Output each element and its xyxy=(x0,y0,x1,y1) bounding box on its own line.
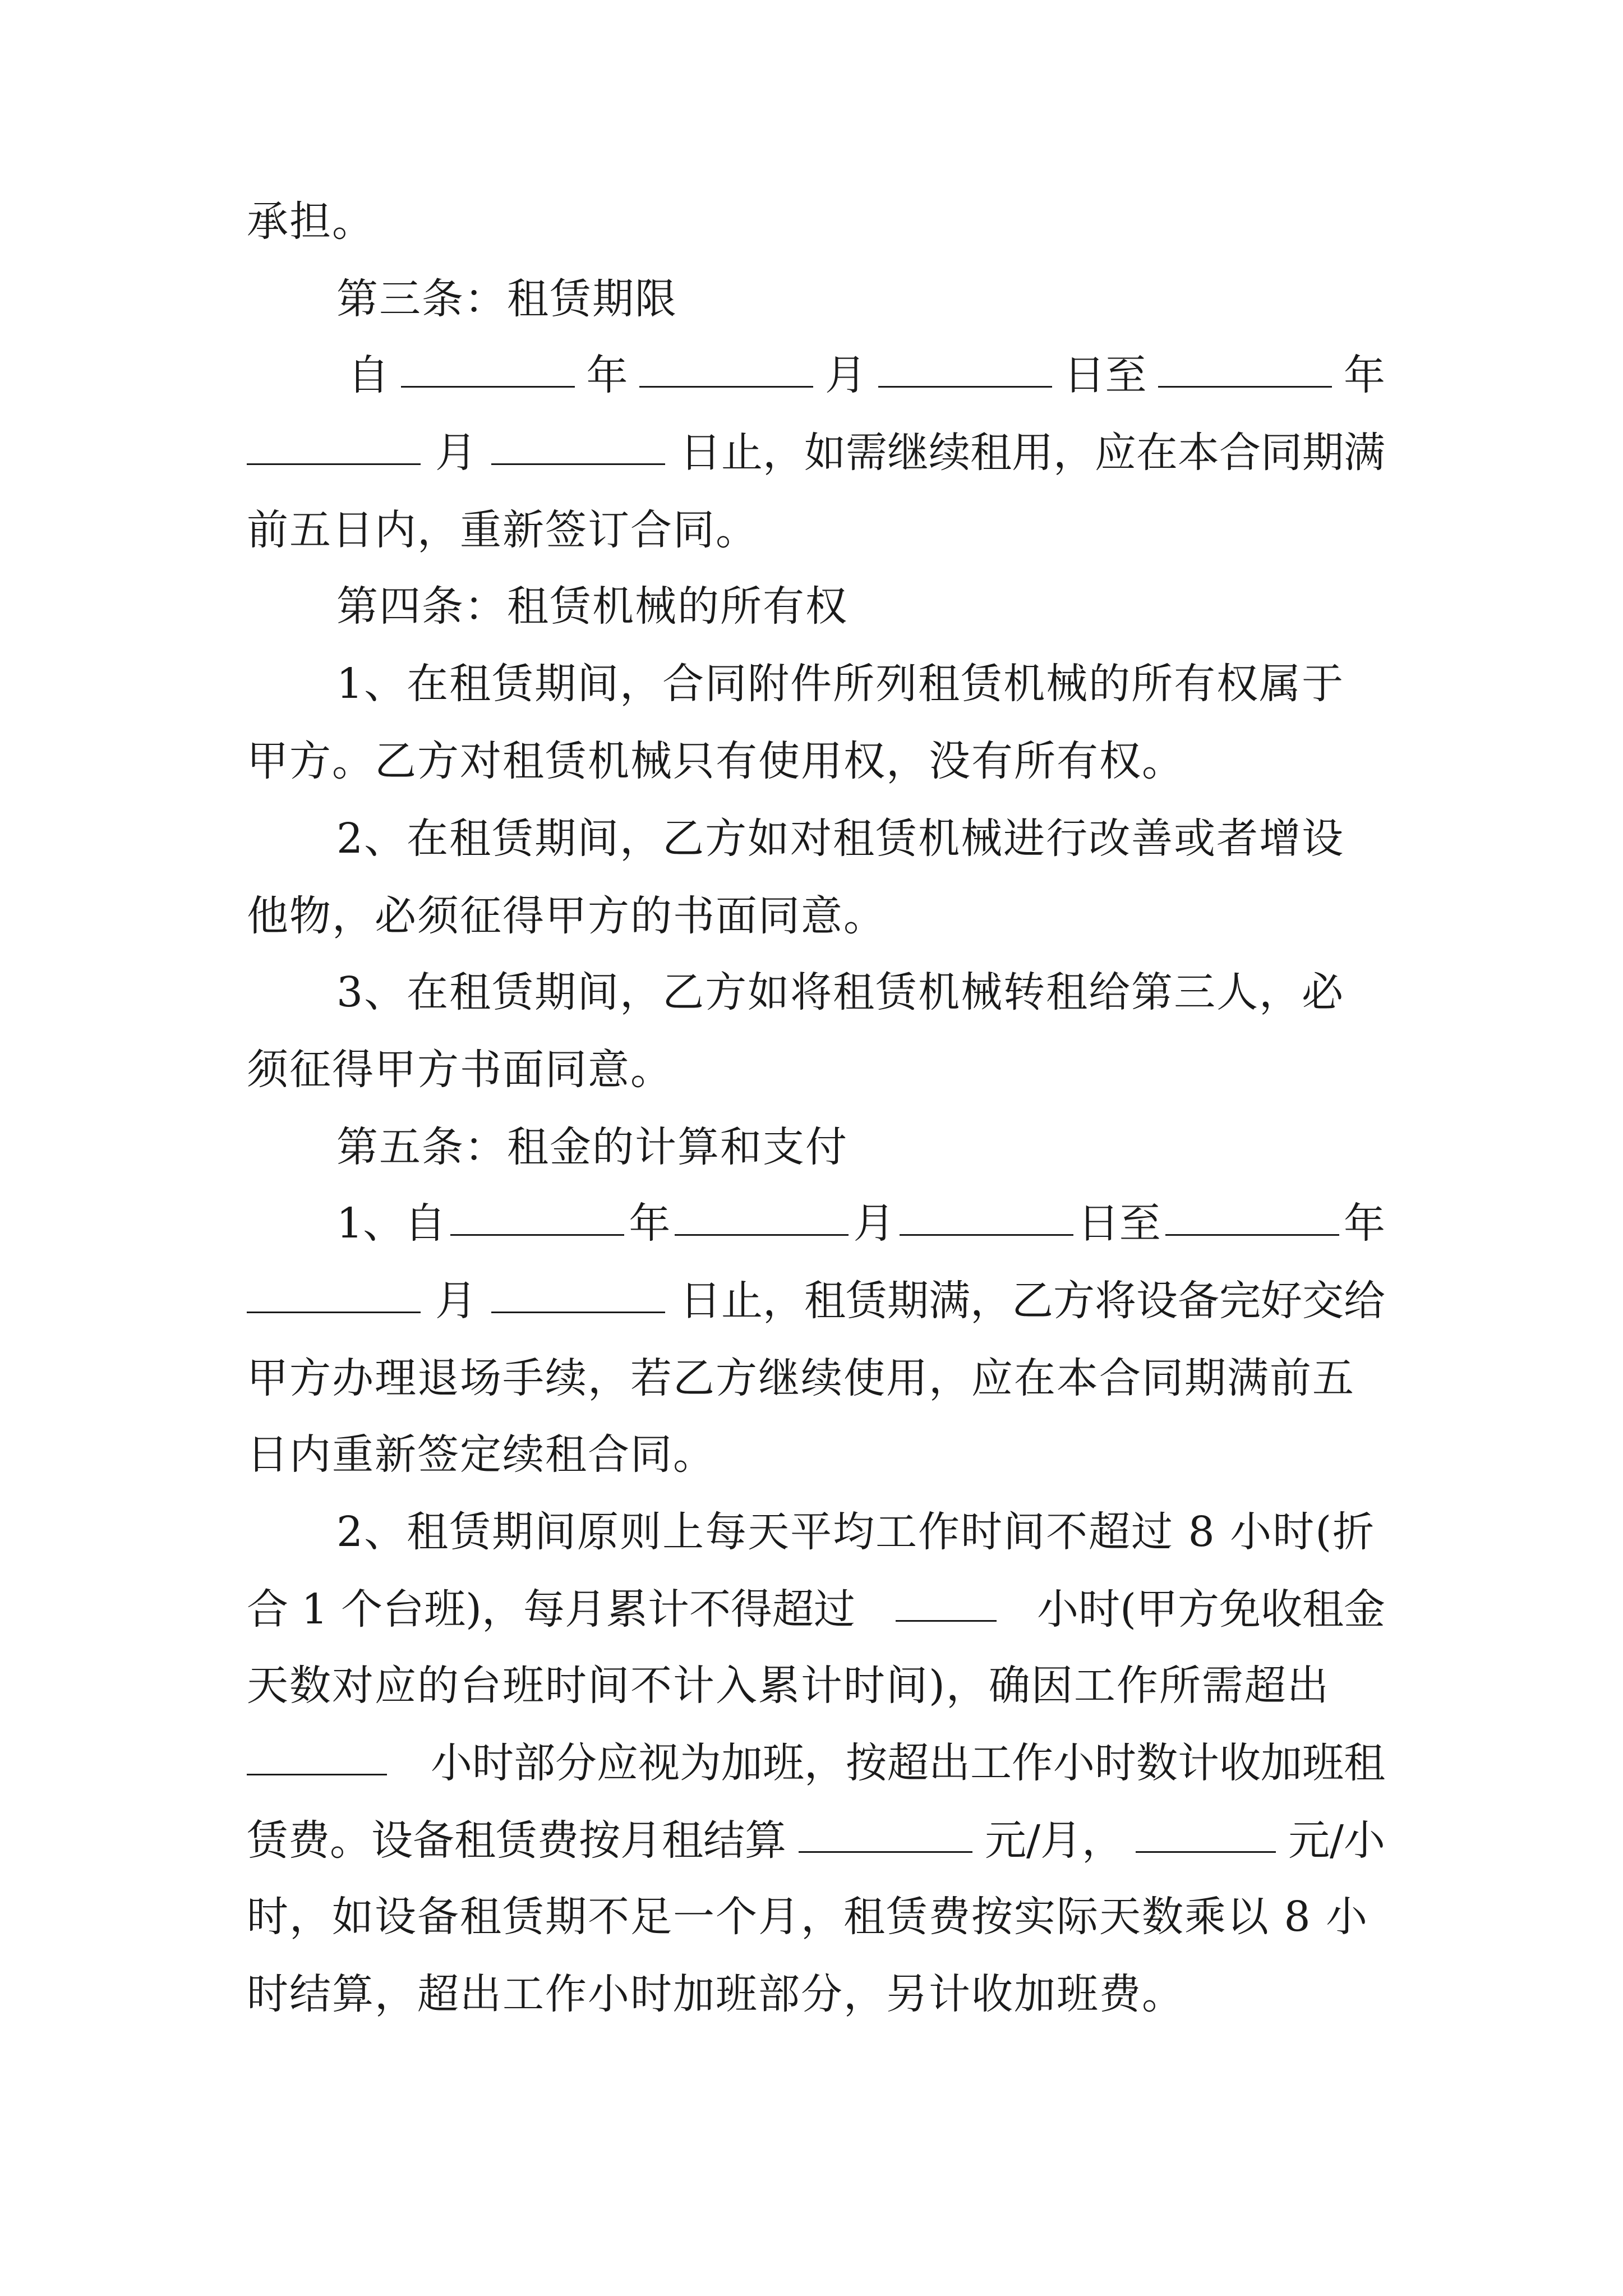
text-line xyxy=(247,505,758,555)
line-segment: 月 xyxy=(435,1277,477,1325)
clause-line xyxy=(247,891,886,941)
clause-line xyxy=(336,659,1344,709)
article-heading-text: 第三条：租赁期限 xyxy=(336,275,677,323)
blank-field xyxy=(491,427,665,465)
rent-period-date-line xyxy=(247,1276,1385,1326)
line-segment: 年 xyxy=(586,351,628,399)
blank-field xyxy=(1158,350,1332,388)
blank-field xyxy=(1165,1198,1339,1236)
blank-field xyxy=(878,350,1052,388)
line-segment: 年 xyxy=(1344,351,1385,399)
line-segment: 小时(甲方免收租金 xyxy=(1037,1585,1385,1634)
line-segment: 月 xyxy=(825,351,866,399)
line-text: 甲方。乙方对租赁机械只有使用权，没有所有权。 xyxy=(247,737,1184,785)
line-segment: 赁费。设备租赁费按月租结算 xyxy=(247,1816,786,1865)
line-segment: 日止，租赁期满，乙方将设备完好交给 xyxy=(680,1277,1385,1325)
blank-field xyxy=(900,1198,1073,1236)
clause-line xyxy=(336,1507,1375,1557)
lease-term-date-line xyxy=(247,427,1385,478)
line-text: 日内重新签定续租合同。 xyxy=(247,1430,716,1479)
blank-field xyxy=(247,1276,421,1313)
line-text: 天数对应的台班时间不计入累计时间)，确因工作所需超出 xyxy=(247,1662,1330,1710)
blank-field xyxy=(450,1198,624,1236)
line-segment: 1、自 xyxy=(336,1199,446,1248)
line-text: 2、租赁期间原则上每天平均工作时间不超过 8 小时(折 xyxy=(336,1508,1376,1556)
line-text: 时结算，超出工作小时加班部分，另计收加班费。 xyxy=(247,1970,1184,2018)
clause-line xyxy=(336,813,1344,864)
blank-field xyxy=(675,1198,849,1236)
clause-line xyxy=(336,967,1344,1018)
blank-field xyxy=(401,350,575,388)
line-segment: 日至 xyxy=(1063,351,1147,399)
line-segment: 元/月， xyxy=(985,1816,1123,1865)
clause-line xyxy=(247,1045,673,1095)
line-text: 前五日内，重新签订合同。 xyxy=(247,506,758,554)
line-segment: 月 xyxy=(853,1199,895,1248)
line-segment: 合 1 个台班)，每月累计不得超过 xyxy=(247,1585,855,1634)
line-segment: 日止，如需继续租用，应在本合同期满 xyxy=(680,429,1385,477)
article-4-heading xyxy=(336,581,848,632)
article-heading-text: 第五条：租金的计算和支付 xyxy=(336,1123,848,1171)
blank-field xyxy=(896,1584,997,1622)
line-segment: 元/小 xyxy=(1288,1816,1385,1865)
clause-line xyxy=(247,1815,1385,1866)
text-line xyxy=(247,196,375,247)
line-text: 2、在租赁期间，乙方如对租赁机械进行改善或者增设 xyxy=(336,815,1345,863)
line-text: 3、在租赁期间，乙方如将租赁机械转租给第三人，必 xyxy=(336,968,1345,1016)
lease-term-date-line xyxy=(348,350,1385,401)
article-5-heading xyxy=(336,1122,848,1172)
line-text: 须征得甲方书面同意。 xyxy=(247,1046,673,1094)
clause-line xyxy=(247,1584,1385,1635)
line-segment: 月 xyxy=(435,429,477,477)
article-3-heading xyxy=(336,274,677,324)
clause-line xyxy=(247,1969,1184,2019)
blank-field xyxy=(247,1738,387,1775)
line-text: 他物，必须征得甲方的书面同意。 xyxy=(247,892,886,940)
blank-field xyxy=(639,350,813,388)
clause-line xyxy=(247,1429,716,1480)
clause-line xyxy=(247,1892,1368,1942)
line-segment: 年 xyxy=(1343,1199,1385,1248)
line-segment: 日至 xyxy=(1077,1199,1161,1248)
line-text: 承担。 xyxy=(247,197,375,246)
blank-field xyxy=(247,427,421,465)
line-segment: 自 xyxy=(348,351,389,399)
line-text: 1、在租赁期间，合同附件所列租赁机械的所有权属于 xyxy=(336,660,1345,708)
line-text: 甲方办理退场手续，若乙方继续使用，应在本合同期满前五 xyxy=(247,1354,1355,1402)
line-segment: 小时部分应视为加班，按超出工作小时数计收加班租 xyxy=(431,1739,1385,1787)
blank-field xyxy=(491,1276,665,1313)
blank-field xyxy=(799,1815,972,1853)
rent-period-date-line xyxy=(336,1198,1385,1249)
blank-field xyxy=(1136,1815,1276,1853)
clause-line xyxy=(247,1738,1385,1788)
line-text: 时，如设备租赁期不足一个月，租赁费按实际天数乘以 8 小 xyxy=(247,1893,1369,1941)
clause-line xyxy=(247,1353,1355,1404)
line-segment: 年 xyxy=(629,1199,671,1248)
clause-line xyxy=(247,736,1184,786)
article-heading-text: 第四条：租赁机械的所有权 xyxy=(336,582,848,631)
clause-line xyxy=(247,1660,1330,1711)
